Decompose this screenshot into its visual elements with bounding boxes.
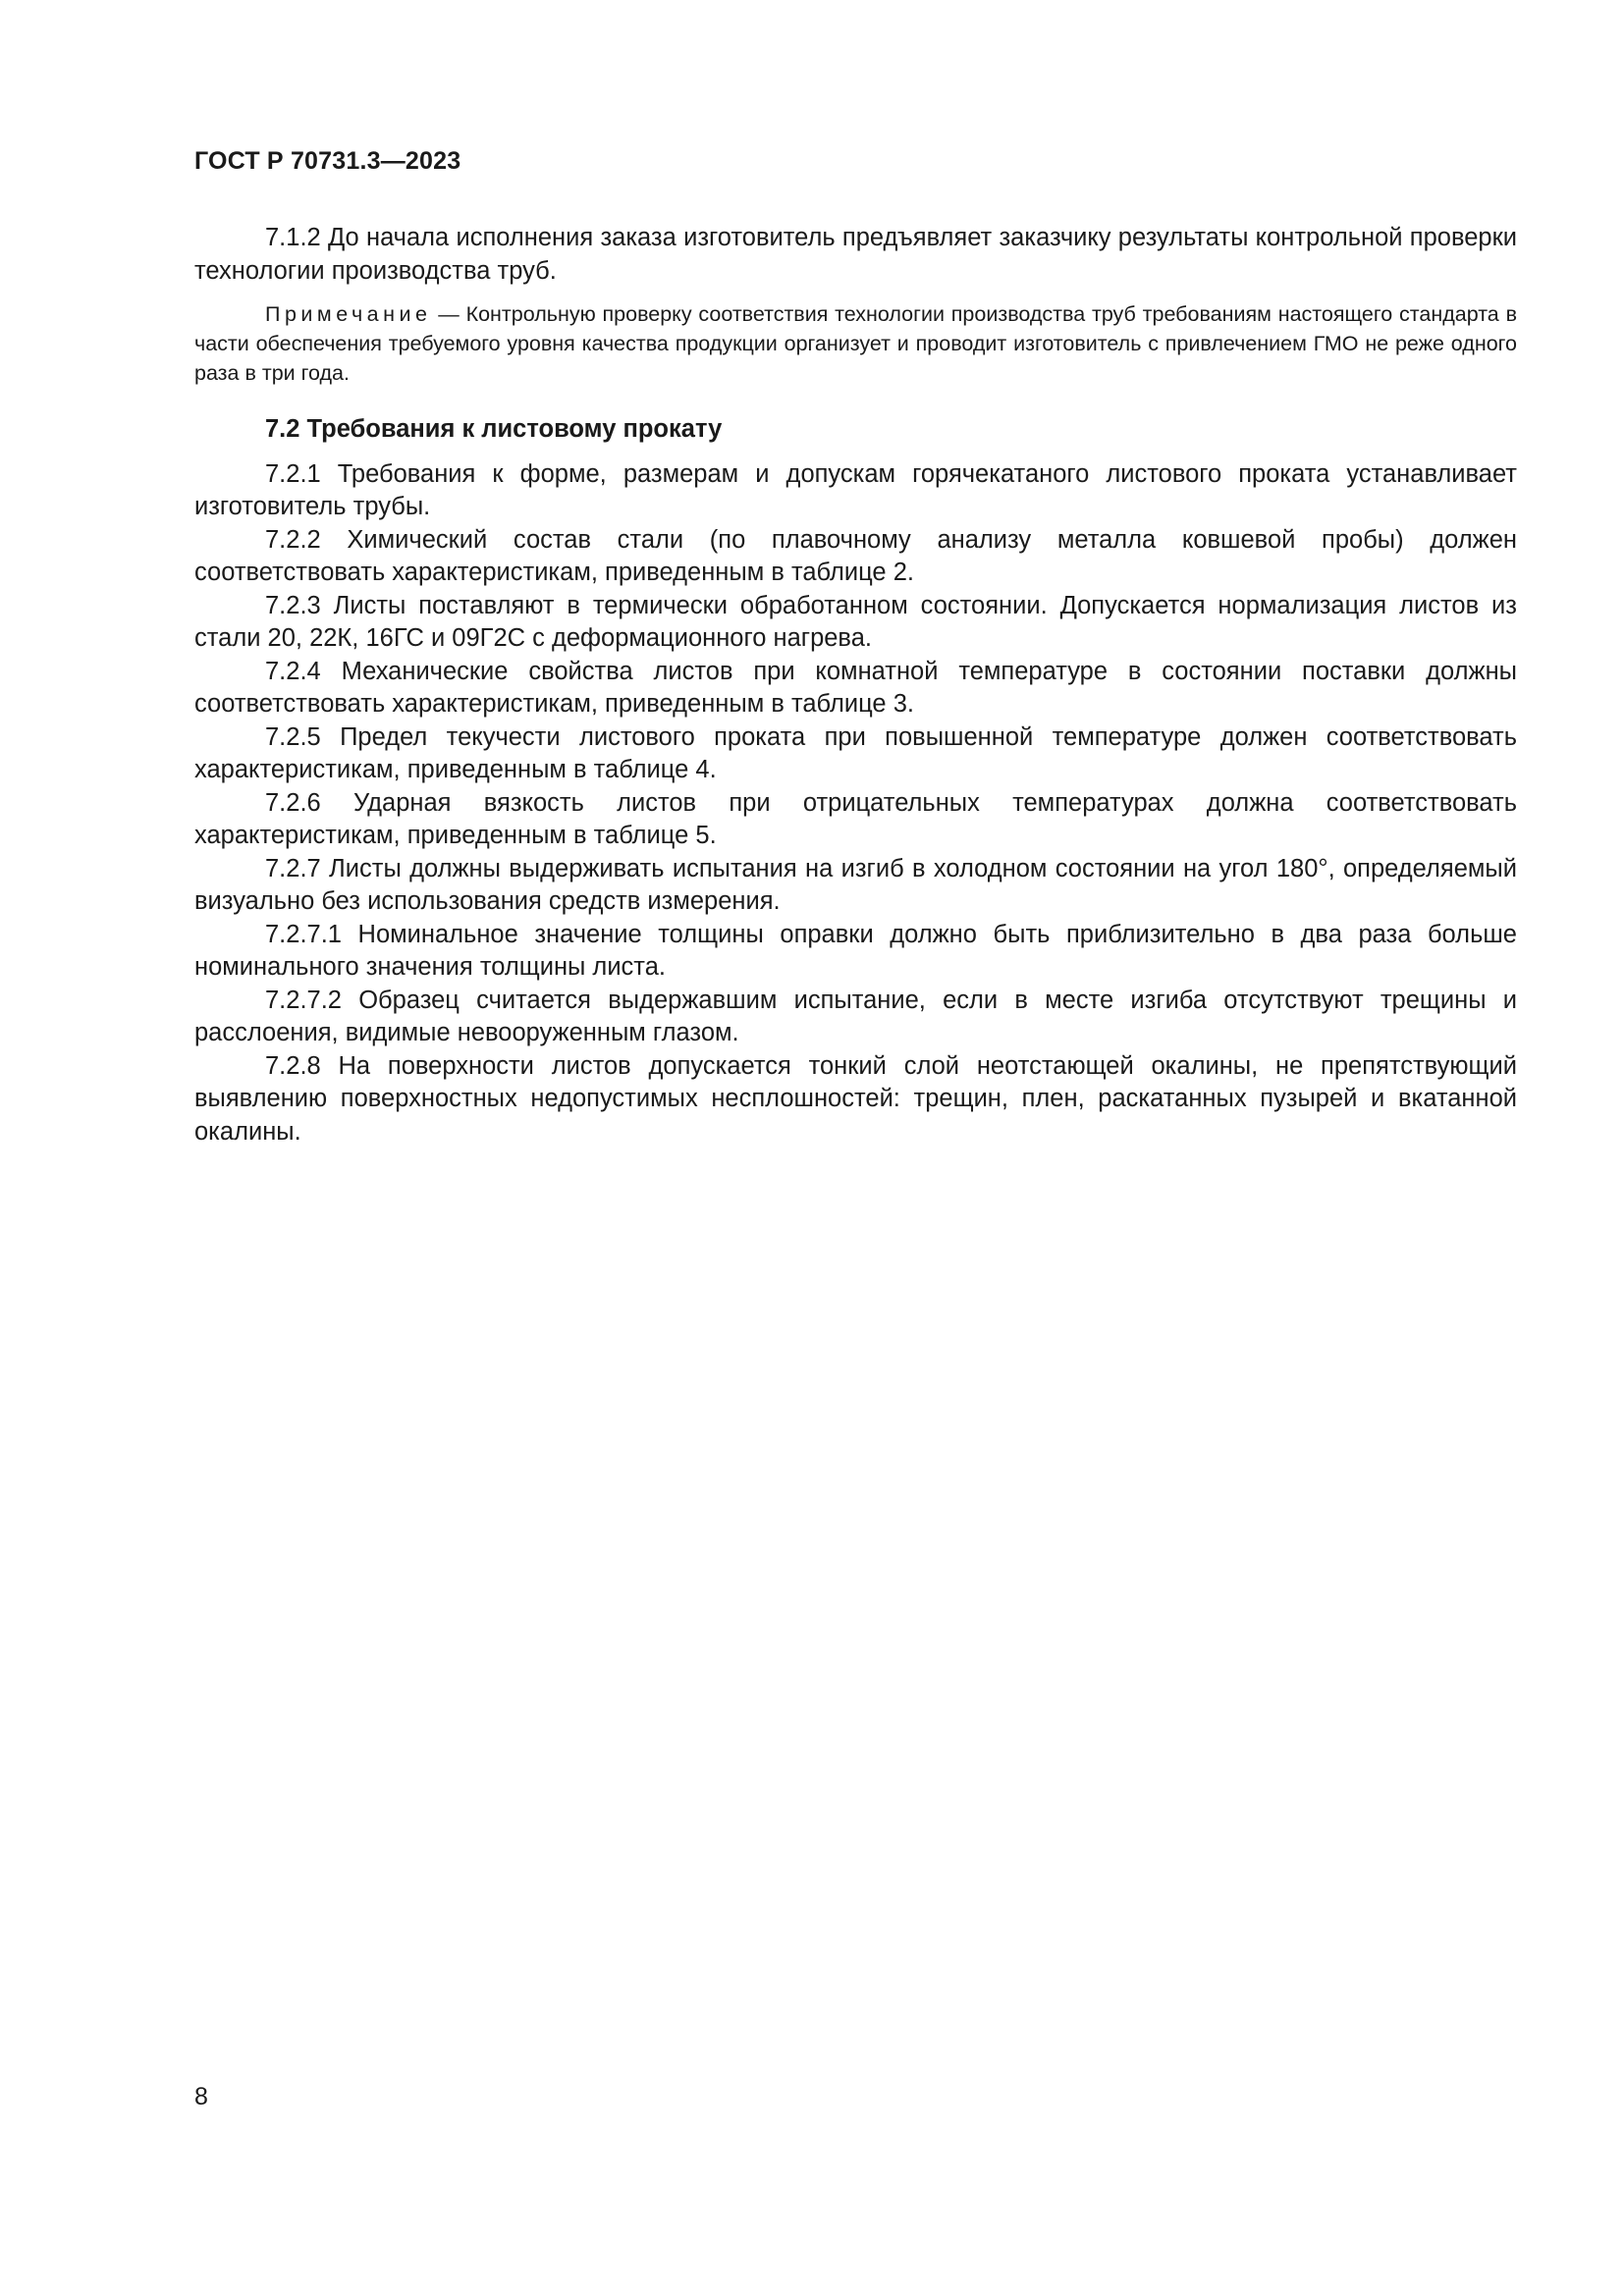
paragraph-7-2-7-1: 7.2.7.1 Номинальное значение толщины оправки должно быть приблизительно в два раза больше номинального значения толщины листа. <box>194 920 1517 981</box>
note-block <box>194 299 1517 388</box>
paragraph-7-2-7-2: 7.2.7.2 Образец считается выдержавшим испытание, если в месте изгиба отсутствуют трещины и расслоения, видимые невооруженным глазом. <box>194 986 1517 1046</box>
document-body <box>194 222 1517 1148</box>
note-text: — Контрольную проверку соответствия технологии производства труб требованиям настоящего стандарта в части обеспечения требуемого уровня качества продукции организует и проводит изготовитель с привлечением ГМО не реже одного раза в три года. <box>194 302 1517 385</box>
page-number: 8 <box>194 2083 208 2110</box>
document-code-header: ГОСТ Р 70731.3—2023 <box>194 147 461 175</box>
paragraph-7-2-6: 7.2.6 Ударная вязкость листов при отрицательных температурах должна соответствовать характеристикам, приведенным в таблице 5. <box>194 788 1517 849</box>
paragraph-7-1-2: 7.1.2 До начала исполнения заказа изготовитель предъявляет заказчику результаты контрольной проверки технологии производства труб. <box>194 224 1517 285</box>
paragraph-7-2-1: 7.2.1 Требования к форме, размерам и допускам горячекатаного листового проката устанавливает изготовитель трубы. <box>194 459 1517 520</box>
paragraph-7-2-7: 7.2.7 Листы должны выдерживать испытания на изгиб в холодном состоянии на угол 180°, определяемый визуально без использования средств измерения. <box>194 854 1517 915</box>
section-title: 7.2 Требования к листовому прокату <box>265 415 723 443</box>
paragraph-7-2-4: 7.2.4 Механические свойства листов при комнатной температуре в состоянии поставки должны соответствовать характеристикам, приведенным в таблице 3. <box>194 657 1517 718</box>
paragraph-7-2-5: 7.2.5 Предел текучести листового проката при повышенной температуре должен соответствовать характеристикам, приведенным в таблице 4. <box>194 722 1517 783</box>
paragraph-7-2-3: 7.2.3 Листы поставляют в термически обработанном состоянии. Допускается нормализация листов из стали 20, 22К, 16ГС и 09Г2С с деформационного нагрева. <box>194 591 1517 652</box>
note-label: Примечание <box>265 302 432 326</box>
paragraph-7-2-8: 7.2.8 На поверхности листов допускается тонкий слой неотстающей окалины, не препятствующий выявлению поверхностных недопустимых несплошностей: трещин, плен, раскатанных пузырей и вкатанной окалины. <box>194 1051 1517 1146</box>
paragraph-7-2-2: 7.2.2 Химический состав стали (по плавочному анализу металла ковшевой пробы) должен соответствовать характеристикам, приведенным в таблице 2. <box>194 525 1517 586</box>
